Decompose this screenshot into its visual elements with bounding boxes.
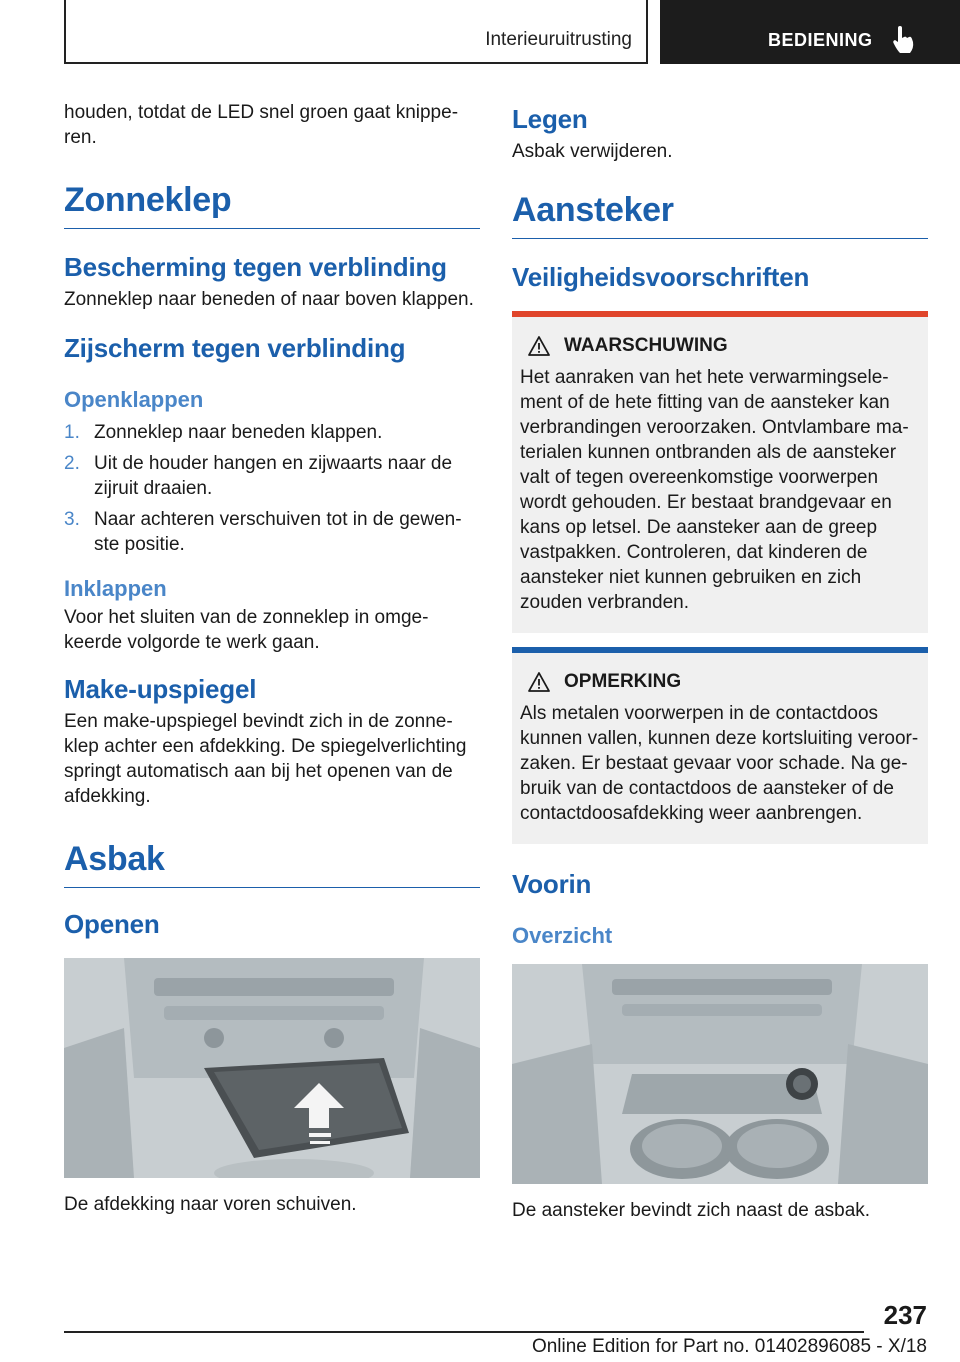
voorin-heading: Voorin [512, 869, 592, 899]
note-text: Als metalen voorwerpen in de contactdoos kunnen vallen, kunnen deze kortsluiting veroorzaken. Er bestaat gevaar voor schade. Na gebruik van de contactdoos de aansteker of de contactdoosafdekking weer aanbrengen. [520, 703, 919, 824]
footer-edition: Online Edition for Part no. 01402896085 - X/18 [531, 1336, 927, 1357]
zijscherm-heading: Zijscherm tegen verblinding [64, 333, 406, 363]
intro-text: houden, totdat de LED snel groen gaat knipperen. [64, 102, 459, 148]
aansteker-caption: De aansteker bevindt zich naast de asbak. [512, 1200, 871, 1221]
left-column [64, 100, 480, 1217]
legen-text: Asbak verwijderen. [512, 141, 673, 162]
overzicht-heading: Overzicht [512, 923, 613, 948]
warning-triangle-icon [528, 672, 550, 692]
warning-label: WAARSCHUWING [564, 335, 728, 356]
step-item: 3. Naar achteren verschuiven tot in de gewenste positie. [64, 509, 462, 555]
note-label: OPMERKING [564, 671, 682, 692]
footer-rule [64, 1331, 864, 1333]
step-item: 1. Zonneklep naar beneden klappen. [64, 422, 383, 443]
header-chapter-label: BEDIENING [768, 30, 873, 50]
warning-text: Het aanraken van het hete verwarmingselement of de hete fitting van de aansteker kan verbrandingen veroorzaken. Ontvlambare materialen kunnen ontbranden als de aansteker valt of tegen overeenkomstige voorwerpen wordt gehouden. Er bestaat brandgevaar en kans op letsel. De aansteker aan de greep vastpakken. Controleren, dat kinderen de aansteker niet kunnen gebruiken en zich zouden verbranden. [520, 367, 909, 613]
asbak-caption: De afdekking naar voren schuiven. [64, 1194, 357, 1215]
openklappen-steps [64, 420, 480, 557]
step-item: 2. Uit de houder hangen en zijwaarts naar de zijruit draaien. [64, 453, 453, 499]
page-number: 237 [883, 1300, 927, 1330]
hand-pointer-icon [892, 26, 914, 54]
note-box [512, 647, 928, 844]
header-chapter-tab [660, 0, 960, 64]
asbak-heading: Asbak [64, 839, 480, 888]
inklappen-text: Voor het sluiten van de zonneklep in omgekeerde volgorde te werk gaan. [64, 607, 429, 653]
openklappen-heading: Openklappen [64, 387, 204, 412]
veiligheid-heading: Veiligheidsvoorschriften [512, 262, 810, 292]
warning-box [512, 311, 928, 633]
bescherming-heading: Bescherming tegen verblinding [64, 252, 447, 282]
warning-triangle-icon [528, 336, 550, 356]
inklappen-heading: Inklappen [64, 576, 167, 601]
ashtray-illustration [64, 958, 480, 1178]
warning-title [520, 335, 920, 357]
header-section-tab [66, 0, 648, 64]
note-title [520, 671, 920, 693]
right-column [512, 100, 928, 1223]
zonneklep-heading: Zonneklep [64, 180, 480, 229]
lighter-drawing [512, 964, 928, 1184]
lighter-illustration [512, 964, 928, 1184]
openen-heading: Openen [64, 909, 160, 939]
bescherming-text: Zonneklep naar beneden of naar boven klappen. [64, 289, 474, 310]
header-section-label: Interieuruitrusting [485, 29, 632, 50]
ashtray-drawing [64, 958, 480, 1178]
aansteker-heading: Aansteker [512, 190, 928, 239]
makeup-heading: Make-upspiegel [64, 674, 257, 704]
legen-heading: Legen [512, 104, 588, 134]
makeup-text: Een make-upspiegel bevindt zich in de zonneklep achter een afdekking. De spiegelverlichting springt automatisch aan bij het openen van de afdekking. [64, 711, 467, 807]
